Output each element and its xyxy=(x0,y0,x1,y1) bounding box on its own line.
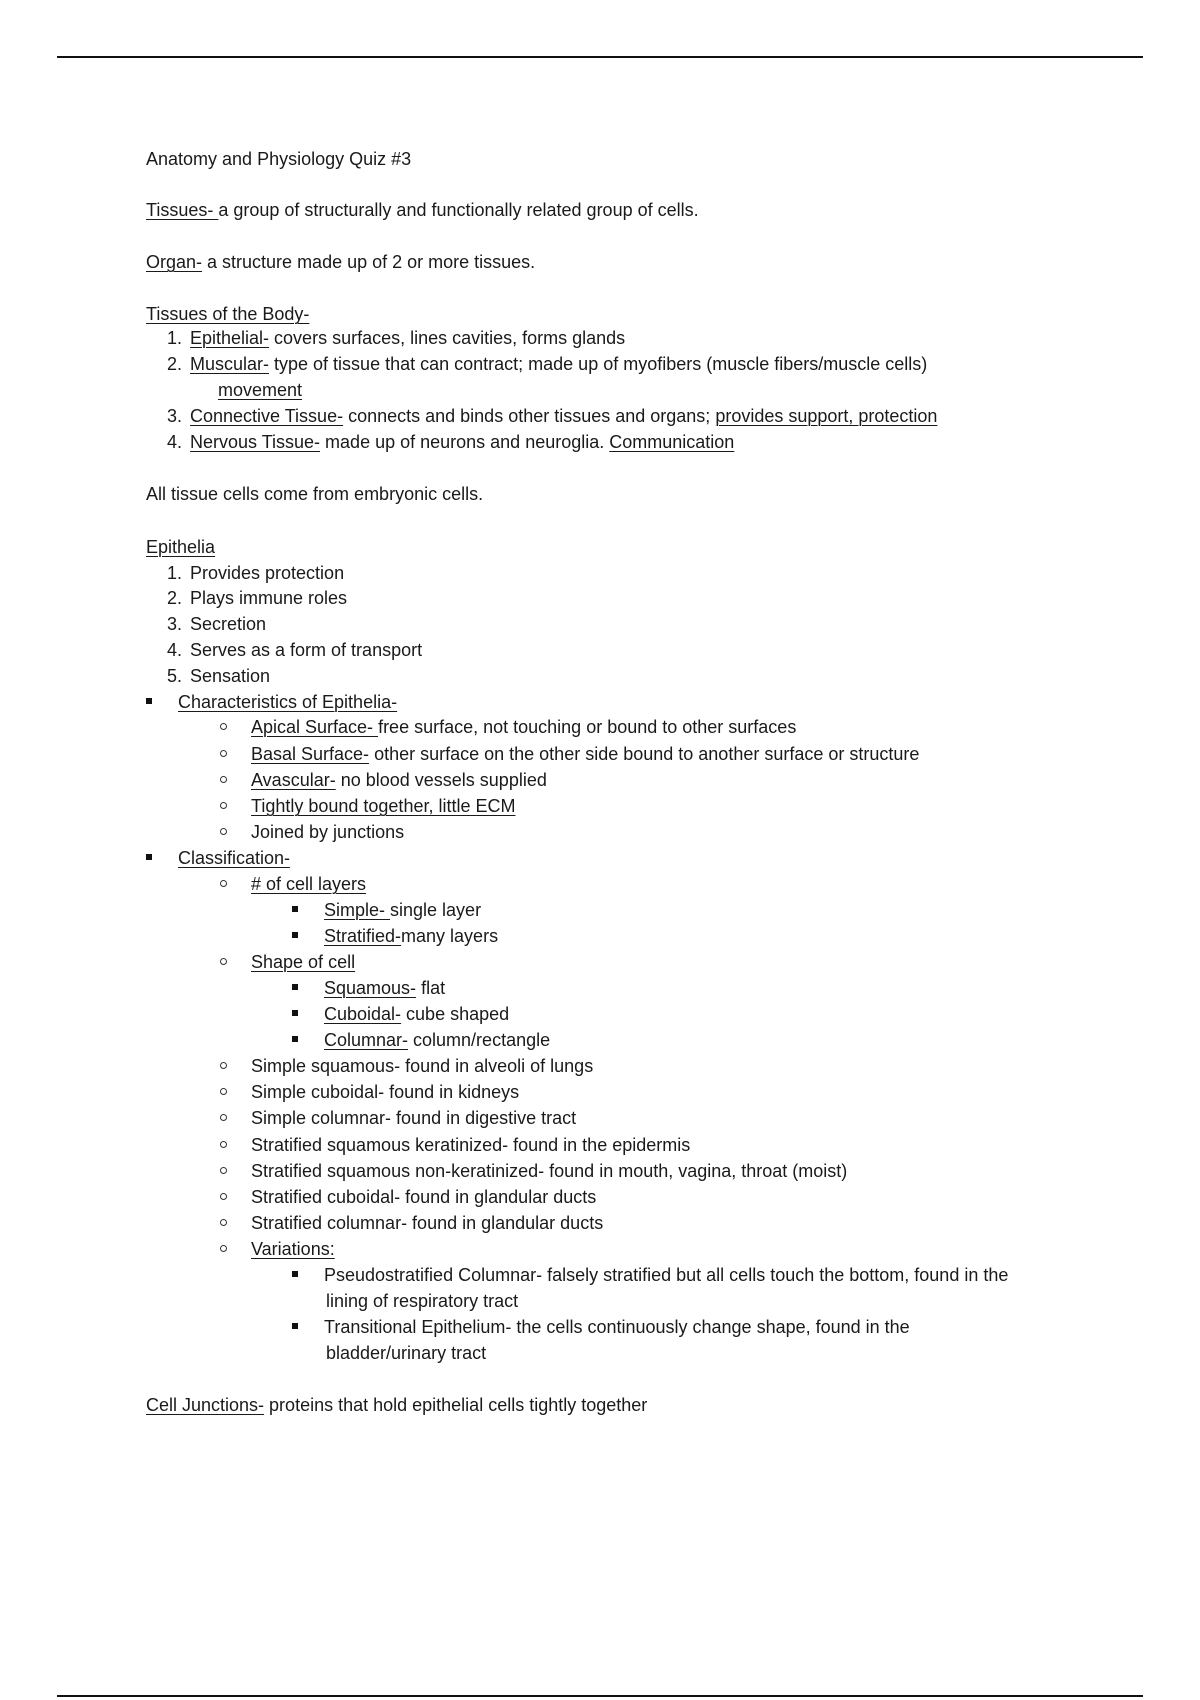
list-item: 4. Nervous Tissue- made up of neurons and neuroglia. Communication xyxy=(166,432,735,452)
list-item-continuation: movement xyxy=(218,380,303,400)
footer-rule xyxy=(57,1695,1143,1697)
embryonic-note: All tissue cells come from embryonic cells. xyxy=(146,484,484,504)
sub-bullet-item: Joined by junctions xyxy=(220,820,404,844)
list-item: 2. Plays immune roles xyxy=(166,588,348,608)
sub-bullet-item: Simple squamous- found in alveoli of lungs xyxy=(220,1054,593,1078)
sub-sub-bullet-continuation: lining of respiratory tract xyxy=(326,1291,519,1311)
sub-sub-bullet-item: Pseudostratified Columnar- falsely stratified but all cells touch the bottom, found in the xyxy=(292,1263,1008,1287)
sub-bullet-item: Tightly bound together, little ECM xyxy=(220,794,515,818)
sub-sub-bullet-continuation: bladder/urinary tract xyxy=(326,1343,487,1363)
sub-bullet-item: Apical Surface- free surface, not touching or bound to other surfaces xyxy=(220,715,796,739)
definition: a group of structurally and functionally related group of cells. xyxy=(218,200,699,220)
square-bullet-icon xyxy=(292,1271,298,1277)
square-bullet-icon xyxy=(292,1010,298,1016)
term: Organ- xyxy=(146,252,203,272)
square-bullet-icon xyxy=(292,1036,298,1042)
circle-bullet-icon xyxy=(220,1062,227,1069)
sub-bullet-item: Stratified squamous keratinized- found in the epidermis xyxy=(220,1133,690,1157)
sub-bullet-item: Simple cuboidal- found in kidneys xyxy=(220,1080,519,1104)
square-bullet-icon xyxy=(292,984,298,990)
sub-bullet-item: # of cell layers xyxy=(220,872,366,896)
circle-bullet-icon xyxy=(220,1167,227,1174)
bullet-item: Characteristics of Epithelia- xyxy=(146,690,397,714)
circle-bullet-icon xyxy=(220,750,227,757)
circle-bullet-icon xyxy=(220,1193,227,1200)
sub-bullet-item: Stratified squamous non-keratinized- found in mouth, vagina, throat (moist) xyxy=(220,1159,847,1183)
list-item: 2. Muscular- type of tissue that can contract; made up of myofibers (muscle fibers/muscle cells) xyxy=(166,354,928,374)
circle-bullet-icon xyxy=(220,1141,227,1148)
circle-bullet-icon xyxy=(220,880,227,887)
sub-sub-bullet-item: Simple- single layer xyxy=(292,898,481,922)
circle-bullet-icon xyxy=(220,1088,227,1095)
list-item: 4. Serves as a form of transport xyxy=(166,640,423,660)
sub-sub-bullet-item: Transitional Epithelium- the cells continuously change shape, found in the xyxy=(292,1315,910,1339)
circle-bullet-icon xyxy=(220,1114,227,1121)
list-item: 1. Epithelial- covers surfaces, lines cavities, forms glands xyxy=(166,328,626,348)
list-item: 3. Connective Tissue- connects and binds other tissues and organs; provides support, protection xyxy=(166,406,938,426)
list-item: 3. Secretion xyxy=(166,614,267,634)
circle-bullet-icon xyxy=(220,1245,227,1252)
circle-bullet-icon xyxy=(220,776,227,783)
circle-bullet-icon xyxy=(220,802,227,809)
sub-bullet-item: Shape of cell xyxy=(220,950,355,974)
sub-sub-bullet-item: Squamous- flat xyxy=(292,976,445,1000)
square-bullet-icon xyxy=(292,932,298,938)
tissues-definition xyxy=(146,198,699,222)
circle-bullet-icon xyxy=(220,1219,227,1226)
square-bullet-icon xyxy=(292,906,298,912)
organ-definition xyxy=(146,250,535,274)
header-rule xyxy=(57,56,1143,58)
cell-junctions-definition xyxy=(146,1393,647,1417)
sub-bullet-item: Avascular- no blood vessels supplied xyxy=(220,768,547,792)
sub-sub-bullet-item: Cuboidal- cube shaped xyxy=(292,1002,509,1026)
sub-bullet-item: Basal Surface- other surface on the other side bound to another surface or structure xyxy=(220,742,919,766)
document-title: Anatomy and Physiology Quiz #3 xyxy=(146,149,412,169)
square-bullet-icon xyxy=(146,854,152,860)
circle-bullet-icon xyxy=(220,828,227,835)
sub-sub-bullet-item: Stratified-many layers xyxy=(292,924,498,948)
sub-bullet-item: Simple columnar- found in digestive tract xyxy=(220,1106,576,1130)
sub-sub-bullet-item: Columnar- column/rectangle xyxy=(292,1028,550,1052)
sub-bullet-item: Variations: xyxy=(220,1237,335,1261)
square-bullet-icon xyxy=(146,698,152,704)
list-item: 1. Provides protection xyxy=(166,563,345,583)
list-item: 5. Sensation xyxy=(166,666,271,686)
epithelia-heading: Epithelia xyxy=(146,537,216,557)
definition: a structure made up of 2 or more tissues. xyxy=(202,252,536,272)
term: Cell Junctions- xyxy=(146,1395,265,1415)
term: Tissues- xyxy=(146,200,219,220)
bullet-item: Classification- xyxy=(146,846,290,870)
tissues-of-body-heading: Tissues of the Body- xyxy=(146,304,310,324)
circle-bullet-icon xyxy=(220,723,227,730)
definition: proteins that hold epithelial cells tightly together xyxy=(264,1395,648,1415)
sub-bullet-item: Stratified columnar- found in glandular ducts xyxy=(220,1211,603,1235)
square-bullet-icon xyxy=(292,1323,298,1329)
sub-bullet-item: Stratified cuboidal- found in glandular ducts xyxy=(220,1185,596,1209)
circle-bullet-icon xyxy=(220,958,227,965)
